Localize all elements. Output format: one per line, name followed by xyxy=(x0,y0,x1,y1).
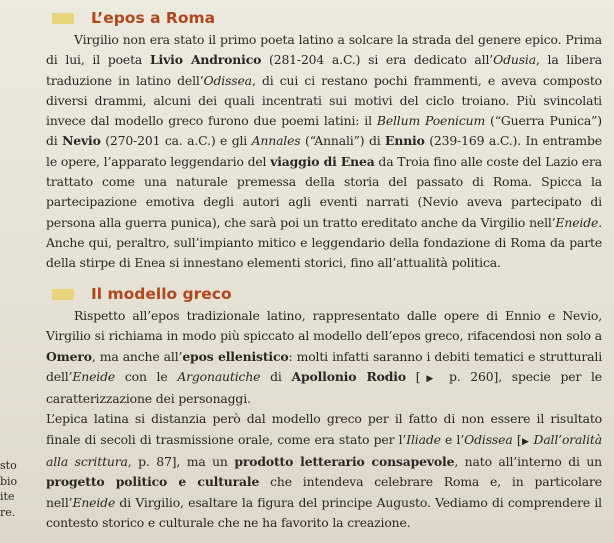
italic-title: Eneide xyxy=(72,368,116,384)
bold-term: progetto politico e culturale xyxy=(46,474,260,490)
heading-title: Il modello greco xyxy=(91,285,232,303)
paragraph: Rispetto all’epos tradizionale latino, rappresentato dalle opere di Ennio e Nevio, Virgilio si richiama in modo più spiccato al modello dell’epos greco, rifacendosi non solo a Omero, ma anche all’epos ellenistico: molti infatti saranno i debiti tematici e strutturali dell’Eneide con le Argonautiche di Apollonio Rodio [▶ p. 260], specie per le caratterizzazione dei personaggi. L’epica latina si distanzia però dal modello greco per il fatto di non essere il risultato finale di secoli di trasmissione orale, come era stato per l’Iliade e l’Odissea [▶ Dall’oralità alla scrittura, p. 87], ma un prodotto letterario consapevole, nato all’interno di un progetto politico e culturale che intendeva celebrare Roma e, in particolare nell’Eneide di Virgilio, esaltare la figura del principe Augusto. Vediamo di comprendere il contesto storico e culturale che ne ha favorito la creazione. xyxy=(46,308,603,530)
margin-text-fragment: sto bio ite re. xyxy=(0,459,18,519)
heading-marker xyxy=(52,289,74,300)
italic-title: Argonautiche xyxy=(177,368,261,384)
page-reference: p. 260] xyxy=(439,368,499,384)
triangle-right-icon: ▶ xyxy=(420,373,440,384)
bold-term: prodotto letterario consapevole xyxy=(234,454,455,470)
italic-title: Eneide xyxy=(72,494,116,510)
italic-title: Odissea xyxy=(464,431,513,447)
bold-term: Ennio xyxy=(385,133,425,149)
italic-title: Eneide xyxy=(555,214,599,230)
section-epos-a-roma xyxy=(46,6,602,274)
italic-title: Odissea xyxy=(203,72,252,88)
cross-reference: Dall’oralità alla scrittura xyxy=(46,431,602,470)
bold-term: Livio Andronico xyxy=(149,52,262,68)
italic-title: Iliade xyxy=(406,431,441,447)
section-heading xyxy=(46,282,602,306)
heading-title: L’epos a Roma xyxy=(91,9,216,27)
bold-term: Omero xyxy=(46,348,92,364)
italic-title: Odusia xyxy=(493,52,536,68)
bold-term: Nevio xyxy=(62,133,101,149)
bold-term: viaggio di Enea xyxy=(270,153,375,169)
section-modello-greco xyxy=(46,282,602,533)
paragraph: Virgilio non era stato il primo poeta latino a solcare la strada del genere epico. Prima di lui, il poeta Livio Andronico (281-204 a.C.) si era dedicato all’Odusia, la libera traduzione in latino dell’Odissea, di cui ci restano pochi frammenti, e aveva composto diversi drammi, alcuni dei quali incentrati sui motivi del ciclo troiano. Più svincolati invece dal modello greco furono due poemi latini: il Bellum Poenicum (“Guerra Punica”) di Nevio (270-201 ca. a.C.) e gli Annales (“Annali”) di Ennio (239-169 a.C.). In entrambe le opere, l’apparato leggendario del viaggio di Enea da Troia fino alle coste del Lazio era trattato come una naturale premessa della storia del passato di Roma. Spicca la partecipazione emotiva degli autori agli eventi narrati (Nevio aveva partecipato di persona alla guerra punica), che sarà poi un tratto ereditato anche da Virgilio nell’Eneide. Anche qui, peraltro, sull’impianto mitico e leggendario della fondazione di Roma da parte della stirpe di Enea si innestano elementi storici, fino all’attualità politica. xyxy=(46,32,602,271)
section-heading xyxy=(46,6,602,30)
heading-marker xyxy=(52,13,74,24)
italic-title: Annales xyxy=(251,133,301,149)
bold-term: epos ellenistico xyxy=(182,348,289,364)
triangle-right-icon: ▶ xyxy=(521,436,530,447)
bold-term: Apollonio Rodio xyxy=(291,368,406,384)
italic-title: Bellum Poenicum xyxy=(376,113,486,129)
